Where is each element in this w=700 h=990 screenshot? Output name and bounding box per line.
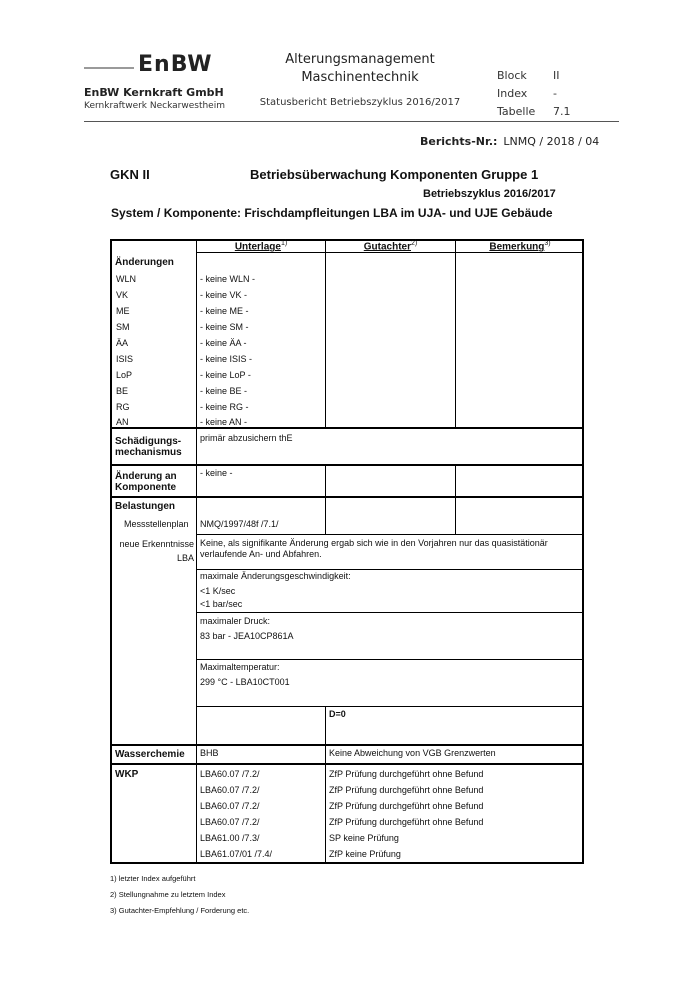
header-subtitle: Statusbericht Betriebszyklus 2016/2017 <box>259 97 461 108</box>
aenderungsgeschwindigkeit-temp: <1 K/sec <box>200 586 236 596</box>
report-number <box>420 135 599 148</box>
section-wasserchemie: Wasserchemie <box>115 749 185 760</box>
section-aenderungen: Änderungen <box>115 257 174 268</box>
wkp-result: SP keine Prüfung <box>329 833 399 843</box>
meta-block-value: II <box>553 69 560 82</box>
aend-value-vk: - keine VK - <box>200 290 248 300</box>
page-title: Betriebsüberwachung Komponenten Gruppe 1 <box>250 167 539 182</box>
wkp-ref: LBA60.07 /7.2/ <box>200 801 260 811</box>
wkp-ref: LBA60.07 /7.2/ <box>200 785 260 795</box>
wkp-ref: LBA60.07 /7.2/ <box>200 817 260 827</box>
footnote-2: 2) Stellungnahme zu letztem Index <box>110 890 226 899</box>
d-value: D=0 <box>329 709 346 719</box>
max-druck-value: 83 bar - JEA10CP861A <box>200 631 294 641</box>
system-title: System / Komponente: Frischdampfleitungen LBA im UJA- und UJE Gebäude <box>111 206 553 220</box>
wkp-result: ZfP Prüfung durchgeführt ohne Befund <box>329 817 484 827</box>
footnote-3: 3) Gutachter-Empfehlung / Forderung etc. <box>110 906 250 915</box>
max-temp-title: Maximaltemperatur: <box>200 662 280 672</box>
aenderungsgeschwindigkeit-druck: <1 bar/sec <box>200 599 243 609</box>
max-temp-value: 299 °C - LBA10CT001 <box>200 677 290 687</box>
section-aenderung-komponente: Änderung an Komponente <box>115 471 177 493</box>
aend-value-isis: - keine ISIS - <box>200 354 253 364</box>
block-title: GKN II <box>110 167 150 182</box>
aend-value-sm: - keine SM - <box>200 322 249 332</box>
col-header-bemerkung: Bemerkung$^{3)}$ <box>489 240 551 253</box>
aend-value-rg: - keine RG - <box>200 402 249 412</box>
header-title-line1: Alterungsmanagement <box>285 52 435 67</box>
section-belastungen: Belastungen <box>115 501 176 512</box>
report-value: LNMQ / 2018 / 04 <box>503 135 600 148</box>
aend-code-aa: ÄA <box>116 338 129 348</box>
max-druck-title: maximaler Druck: <box>200 616 271 626</box>
aenderung-komponente-value: - keine - <box>200 468 233 478</box>
aend-value-an: - keine AN - <box>200 417 248 427</box>
aend-value-be: - keine BE - <box>200 386 248 396</box>
aend-code-sm: SM <box>116 322 130 332</box>
enbw-logo: EnBW <box>138 52 213 77</box>
logo-line <box>84 67 134 69</box>
meta-index-label: Index <box>497 87 528 100</box>
report-label: Berichts-Nr.: <box>420 135 498 148</box>
wkp-ref: LBA60.07 /7.2/ <box>200 769 260 779</box>
wasserchemie-unterlage: BHB <box>200 748 219 758</box>
aend-code-an: AN <box>116 417 129 427</box>
aend-code-lop: LoP <box>116 370 133 380</box>
aend-code-isis: ISIS <box>116 354 134 364</box>
section-schaedigung: Schädigungs- mechanismus <box>115 436 182 458</box>
wkp-ref: LBA61.00 /7.3/ <box>200 833 260 843</box>
aend-code-rg: RG <box>116 402 130 412</box>
meta-tabelle-value: 7.1 <box>553 105 571 118</box>
aend-value-me: - keine ME - <box>200 306 249 316</box>
header-title-line2: Maschinentechnik <box>301 70 419 85</box>
section-wkp: WKP <box>115 769 139 780</box>
meta-tabelle-label: Tabelle <box>497 105 536 118</box>
aend-code-be: BE <box>116 386 129 396</box>
cycle-title: Betriebszyklus 2016/2017 <box>423 188 556 200</box>
schaedigung-value: primär abzusichern thE <box>200 433 293 443</box>
aend-value-aa: - keine ÄA - <box>200 338 247 348</box>
company-name: EnBW Kernkraft GmbH <box>84 86 224 99</box>
status-table <box>110 239 584 864</box>
neue-erkenntnisse-sublabel: LBA <box>176 553 194 563</box>
neue-erkenntnisse-line2: verlaufende An- und Abfahren. <box>200 549 322 559</box>
wkp-ref: LBA61.07/01 /7.4/ <box>200 849 273 859</box>
aend-code-vk: VK <box>116 290 129 300</box>
col-header-unterlage: Unterlage$^{1)}$ <box>234 240 288 253</box>
neue-erkenntnisse-line1: Keine, als signifikante Änderung ergab sich wie in den Vorjahren nur das quasistätionär <box>200 538 548 548</box>
aend-code-me: ME <box>116 306 130 316</box>
meta-block-label: Block <box>497 69 527 82</box>
plant-name: Kernkraftwerk Neckarwestheim <box>84 101 225 111</box>
messstellenplan-value: NMQ/1997/48f /7.1/ <box>200 519 279 529</box>
footnote-1: 1) letzter Index aufgeführt <box>110 874 196 883</box>
aend-value-wln: - keine WLN - <box>200 274 256 284</box>
aend-code-wln: WLN <box>116 274 136 284</box>
aend-value-lop: - keine LoP - <box>200 370 251 380</box>
wasserchemie-gutachter: Keine Abweichung von VGB Grenzwerten <box>329 748 496 758</box>
wkp-result: ZfP keine Prüfung <box>329 849 401 859</box>
wkp-result: ZfP Prüfung durchgeführt ohne Befund <box>329 801 484 811</box>
meta-index-value: - <box>553 87 557 100</box>
wkp-result: ZfP Prüfung durchgeführt ohne Befund <box>329 785 484 795</box>
header-rule <box>84 121 619 122</box>
col-header-gutachter: Gutachter$^{2)}$ <box>363 240 418 253</box>
messstellenplan-label: Messstellenplan <box>124 519 189 529</box>
aenderungsgeschwindigkeit-title: maximale Änderungsgeschwindigkeit: <box>200 571 351 581</box>
neue-erkenntnisse-label: neue Erkenntnisse <box>119 539 194 549</box>
wkp-result: ZfP Prüfung durchgeführt ohne Befund <box>329 769 484 779</box>
